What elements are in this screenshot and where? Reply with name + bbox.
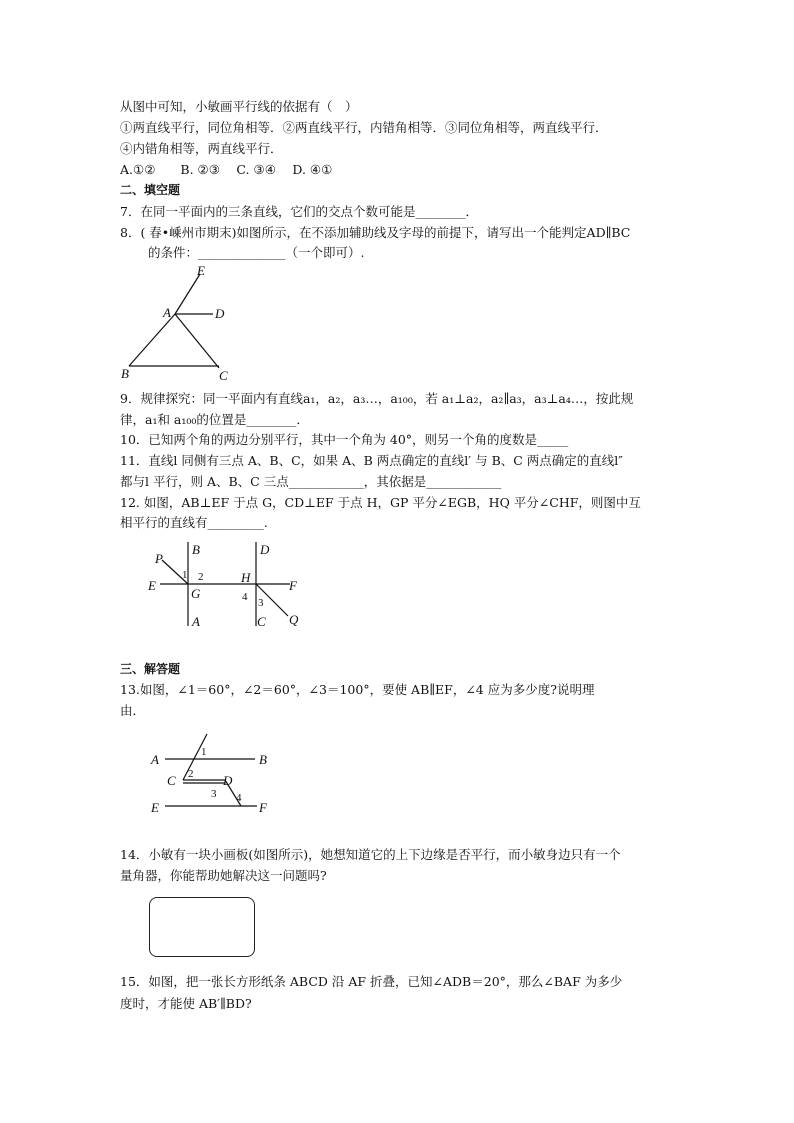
- label-E: E: [151, 800, 159, 815]
- q6-option-line-1: ①两直线平行，同位角相等．②两直线平行，内错角相等．③同位角相等，两直线平行．: [120, 120, 608, 135]
- q9-line-1: 9．规律探究：同一平面内有直线a₁，a₂，a₃…，a₁₀₀，若 a₁⊥a₂，a₂∥a₃，a₃⊥a₄…，按此规: [120, 391, 634, 406]
- label-B: B: [192, 542, 200, 557]
- label-F: F: [289, 578, 297, 593]
- angle-2: 2: [198, 571, 204, 583]
- drawing-board-figure: [149, 897, 255, 957]
- angle-3: 3: [211, 788, 217, 800]
- section-fill-in: 二、填空题: [120, 183, 181, 197]
- q12-line-1: 12. 如图，AB⊥EF 于点 G，CD⊥EF 于点 H，GP 平分∠EGB，HQ 平分∠CHF，则图中互: [120, 495, 641, 510]
- label-D: D: [260, 542, 270, 557]
- angle-4: 4: [236, 792, 242, 804]
- q15-line-1: 15．如图，把一张长方形纸条 ABCD 沿 AF 折叠，已知∠ADB＝20°，那么∠BAF 为多少: [120, 974, 623, 989]
- label-E: E: [148, 578, 156, 593]
- angle-2: 2: [188, 768, 194, 780]
- label-E: E: [197, 263, 205, 278]
- q8-line-2: 的条件：______________（一个即可）.: [148, 245, 365, 260]
- label-C: C: [219, 368, 228, 383]
- label-A: A: [192, 614, 200, 629]
- angle-1: 1: [182, 569, 188, 581]
- figure-q12: [140, 538, 315, 633]
- label-C: C: [167, 773, 176, 788]
- angle-1: 1: [201, 746, 207, 758]
- q14-line-2: 量角器，你能帮助她解决这一问题吗?: [120, 868, 327, 883]
- q13-line-2: 由．: [120, 703, 146, 718]
- q12-line-2: 相平行的直线有_________.: [120, 515, 268, 530]
- label-A: A: [151, 752, 159, 767]
- label-G: G: [191, 586, 201, 601]
- label-F: F: [259, 800, 267, 815]
- q10: 10．已知两个角的两边分别平行，其中一个角为 40°，则另一个角的度数是_____: [120, 432, 569, 447]
- angle-4: 4: [242, 591, 248, 603]
- section-solve: 三、解答题: [120, 662, 181, 676]
- q8-line-1: 8．( 春•嵊州市期末)如图所示，在不添加辅助线及字母的前提下，请写出一个能判定AD∥BC: [120, 225, 631, 240]
- label-C: C: [257, 614, 266, 629]
- label-D: D: [223, 773, 233, 788]
- figure-q13: [145, 722, 280, 818]
- label-B: B: [121, 366, 129, 381]
- q6-choices: A.①② B. ②③ C. ③④ D. ④①: [120, 162, 333, 177]
- q6-stem: 从图中可知，小敏画平行线的依据有（ ）: [120, 99, 358, 114]
- q11-line-2: 都与l 平行，则 A、B、C 三点____________，其依据是____________: [120, 474, 502, 489]
- label-H: H: [241, 570, 251, 585]
- q15-line-2: 度时，才能使 AB′∥BD?: [120, 996, 252, 1011]
- label-P: P: [155, 551, 163, 566]
- q11-line-1: 11．直线l 同侧有三点 A、B、C，如果 A、B 两点确定的直线l′ 与 B、C 两点确定的直线l″: [120, 453, 623, 468]
- figure-q8: [115, 262, 245, 386]
- q13-line-1: 13.如图，∠1＝60°，∠2＝60°，∠3＝100°，要使 AB∥EF，∠4 应为多少度?说明理: [120, 682, 595, 697]
- label-D: D: [215, 306, 225, 321]
- q6-option-line-2: ④内错角相等，两直线平行．: [120, 141, 283, 156]
- label-Q: Q: [289, 612, 299, 627]
- q9-line-2: 律，a₁和 a₁₀₀的位置是________．: [120, 412, 309, 427]
- label-B: B: [259, 752, 267, 767]
- q7: 7．在同一平面内的三条直线，它们的交点个数可能是________．: [120, 204, 478, 219]
- q14-line-1: 14．小敏有一块小画板(如图所示)，她想知道它的上下边缘是否平行，而小敏身边只有一个: [120, 847, 621, 862]
- angle-3: 3: [258, 597, 264, 609]
- label-A: A: [163, 305, 171, 320]
